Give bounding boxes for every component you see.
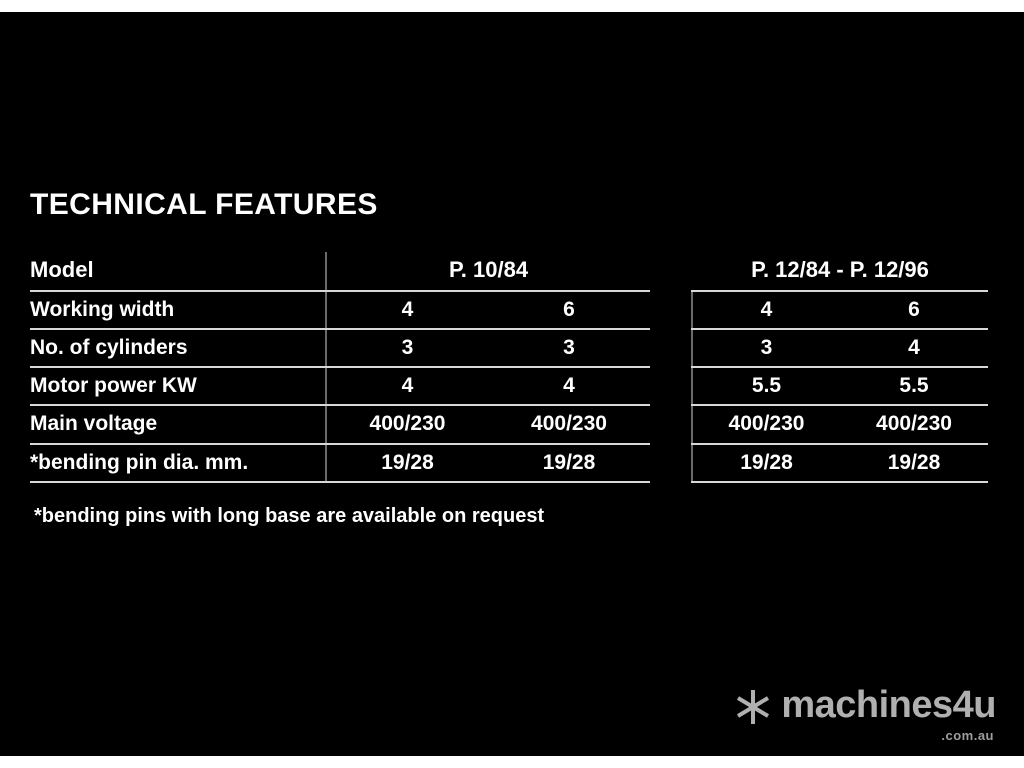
cell-value: 4 (326, 367, 488, 405)
cell-value: 3 (692, 329, 840, 367)
table-row (30, 329, 988, 367)
row-gap (650, 291, 692, 329)
machines4u-watermark (733, 684, 996, 743)
cell-value: 4 (488, 367, 650, 405)
spec-panel (0, 12, 1024, 756)
cell-value: 19/28 (488, 444, 650, 482)
cell-value: 6 (488, 291, 650, 329)
group-header-2: P. 12/84 - P. 12/96 (692, 252, 988, 291)
row-label: Working width (30, 291, 326, 329)
row-gap (650, 329, 692, 367)
row-gap (650, 444, 692, 482)
group-header-1: P. 10/84 (326, 252, 650, 291)
cell-value: 400/230 (488, 405, 650, 443)
row-label: *bending pin dia. mm. (30, 444, 326, 482)
table-row (30, 444, 988, 482)
cell-value: 19/28 (326, 444, 488, 482)
row-gap (650, 367, 692, 405)
cell-value: 5.5 (840, 367, 988, 405)
technical-features-table (30, 252, 988, 483)
header-gap (650, 252, 692, 291)
technical-features-sheet (30, 190, 990, 528)
page-title: TECHNICAL FEATURES (30, 188, 378, 221)
logo-wordmark (781, 684, 996, 743)
row-label: Motor power KW (30, 367, 326, 405)
cell-value: 19/28 (692, 444, 840, 482)
table-row (30, 367, 988, 405)
cell-value: 4 (326, 291, 488, 329)
cell-value: 400/230 (326, 405, 488, 443)
row-label-header: Model (30, 252, 326, 291)
table-row (30, 291, 988, 329)
logo-domain: .com.au (941, 728, 994, 743)
logo-text: machines4u (781, 684, 996, 726)
cell-value: 3 (488, 329, 650, 367)
cell-value: 5.5 (692, 367, 840, 405)
table-row (30, 405, 988, 443)
cell-value: 4 (840, 329, 988, 367)
table-footnote: *bending pins with long base are available on request (34, 504, 545, 527)
row-label: Main voltage (30, 405, 326, 443)
cell-value: 6 (840, 291, 988, 329)
asterisk-icon (733, 687, 773, 727)
cell-value: 4 (692, 291, 840, 329)
cell-value: 400/230 (692, 405, 840, 443)
table-header-row (30, 252, 988, 291)
cell-value: 400/230 (840, 405, 988, 443)
cell-value: 3 (326, 329, 488, 367)
row-gap (650, 405, 692, 443)
cell-value: 19/28 (840, 444, 988, 482)
row-label: No. of cylinders (30, 329, 326, 367)
